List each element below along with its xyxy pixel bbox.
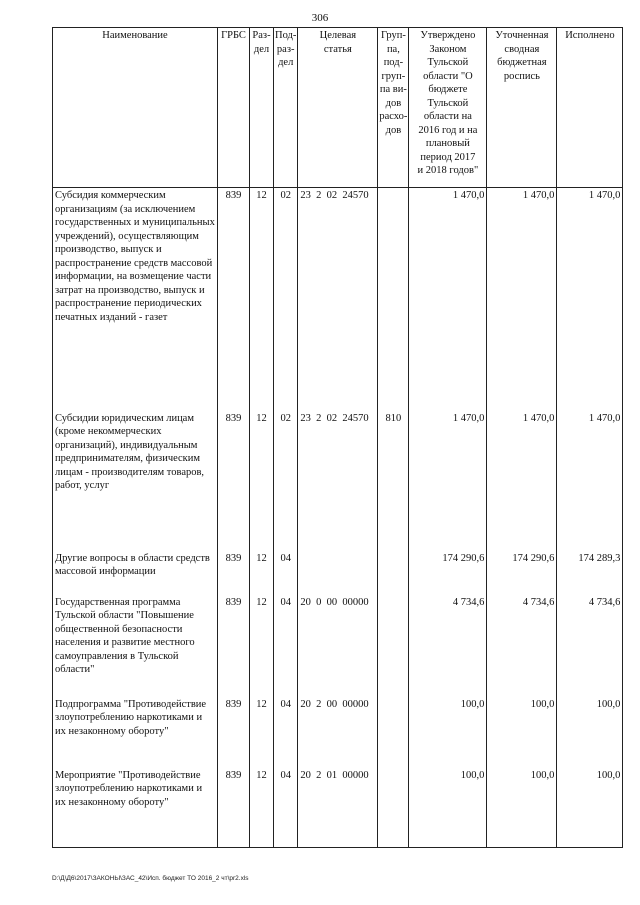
row-expense-group [378, 551, 409, 595]
row-refined: 4 734,6 [487, 595, 557, 697]
header-grbs: ГРБС [218, 28, 250, 188]
row-refined: 1 470,0 [487, 188, 557, 411]
row-name: Мероприятие "Противодействие злоупотреблению наркотиками и их незаконному обороту" [53, 768, 218, 848]
row-refined: 100,0 [487, 697, 557, 768]
header-podrazdel: Под- раз- дел [274, 28, 298, 188]
row-grbs: 839 [218, 768, 250, 848]
row-grbs: 839 [218, 551, 250, 595]
row-name: Субсидии юридическим лицам (кроме некоммерческих организаций), индивидуальным предпринимателям, физическим лицам - производителям товаров, работ, услуг [53, 411, 218, 551]
row-approved: 1 470,0 [409, 188, 487, 411]
row-refined: 174 290,6 [487, 551, 557, 595]
row-target-article: 20 2 00 00000 [298, 697, 378, 768]
header-expense-group: Груп- па, под- груп- па ви- дов расхо- дов [378, 28, 409, 188]
row-target-article: 23 2 02 24570 [298, 188, 378, 411]
row-expense-group [378, 768, 409, 848]
row-name: Государственная программа Тульской области "Повышение общественной безопасности населения и развитие местного самоуправления в Тульской области" [53, 595, 218, 697]
header-target-article: Целевая статья [298, 28, 378, 188]
row-executed: 100,0 [557, 697, 623, 768]
row-grbs: 839 [218, 411, 250, 551]
page-number: 306 [311, 12, 329, 24]
row-approved: 100,0 [409, 697, 487, 768]
row-expense-group [378, 595, 409, 697]
header-razdel: Раз- дел [250, 28, 274, 188]
row-podrazdel: 04 [274, 551, 298, 595]
row-grbs: 839 [218, 697, 250, 768]
row-name: Подпрограмма "Противодействие злоупотреблению наркотиками и их незаконному обороту" [53, 697, 218, 768]
budget-table [52, 27, 623, 848]
header-approved: Утверждено Законом Тульской области "О бюджете Тульской области на 2016 год и на плановый период 2017 и 2018 годов" [409, 28, 487, 188]
row-name: Субсидия коммерческим организациям (за исключением государственных и муниципальных учреждений), осуществляющим производство, выпуск и распространение средств массовой информации, на возмещение части затрат на производство, выпуск и распространение периодических печатных изданий - газет [53, 188, 218, 411]
row-podrazdel: 04 [274, 697, 298, 768]
row-executed: 1 470,0 [557, 188, 623, 411]
header-name: Наименование [53, 28, 218, 188]
row-grbs: 839 [218, 188, 250, 411]
row-podrazdel: 04 [274, 595, 298, 697]
row-razdel: 12 [250, 551, 274, 595]
row-executed: 4 734,6 [557, 595, 623, 697]
row-razdel: 12 [250, 768, 274, 848]
table-row [53, 411, 623, 551]
row-expense-group: 810 [378, 411, 409, 551]
row-podrazdel: 02 [274, 411, 298, 551]
row-grbs: 839 [218, 595, 250, 697]
row-executed: 1 470,0 [557, 411, 623, 551]
table-row [53, 595, 623, 697]
row-approved: 4 734,6 [409, 595, 487, 697]
row-approved: 174 290,6 [409, 551, 487, 595]
table-row [53, 697, 623, 768]
row-target-article [298, 551, 378, 595]
row-executed: 100,0 [557, 768, 623, 848]
row-expense-group [378, 697, 409, 768]
table-row [53, 768, 623, 848]
header-executed: Исполнено [557, 28, 623, 188]
row-target-article: 23 2 02 24570 [298, 411, 378, 551]
row-razdel: 12 [250, 188, 274, 411]
table-row [53, 551, 623, 595]
row-refined: 1 470,0 [487, 411, 557, 551]
row-target-article: 20 2 01 00000 [298, 768, 378, 848]
row-executed: 174 289,3 [557, 551, 623, 595]
row-razdel: 12 [250, 595, 274, 697]
row-refined: 100,0 [487, 768, 557, 848]
footer-file-path: D:\Д\Д6\2017\ЗАКОНЫ\ЗАС_42\Исп. бюджет ТО 2016_2 чт\pr2.xls [52, 875, 249, 882]
row-expense-group [378, 188, 409, 411]
row-target-article: 20 0 00 00000 [298, 595, 378, 697]
row-approved: 1 470,0 [409, 411, 487, 551]
header-refined: Уточненная сводная бюджетная роспись [487, 28, 557, 188]
row-podrazdel: 04 [274, 768, 298, 848]
table-row [53, 188, 623, 411]
row-razdel: 12 [250, 411, 274, 551]
row-approved: 100,0 [409, 768, 487, 848]
header-row [53, 28, 623, 188]
row-name: Другие вопросы в области средств массовой информации [53, 551, 218, 595]
row-razdel: 12 [250, 697, 274, 768]
row-podrazdel: 02 [274, 188, 298, 411]
